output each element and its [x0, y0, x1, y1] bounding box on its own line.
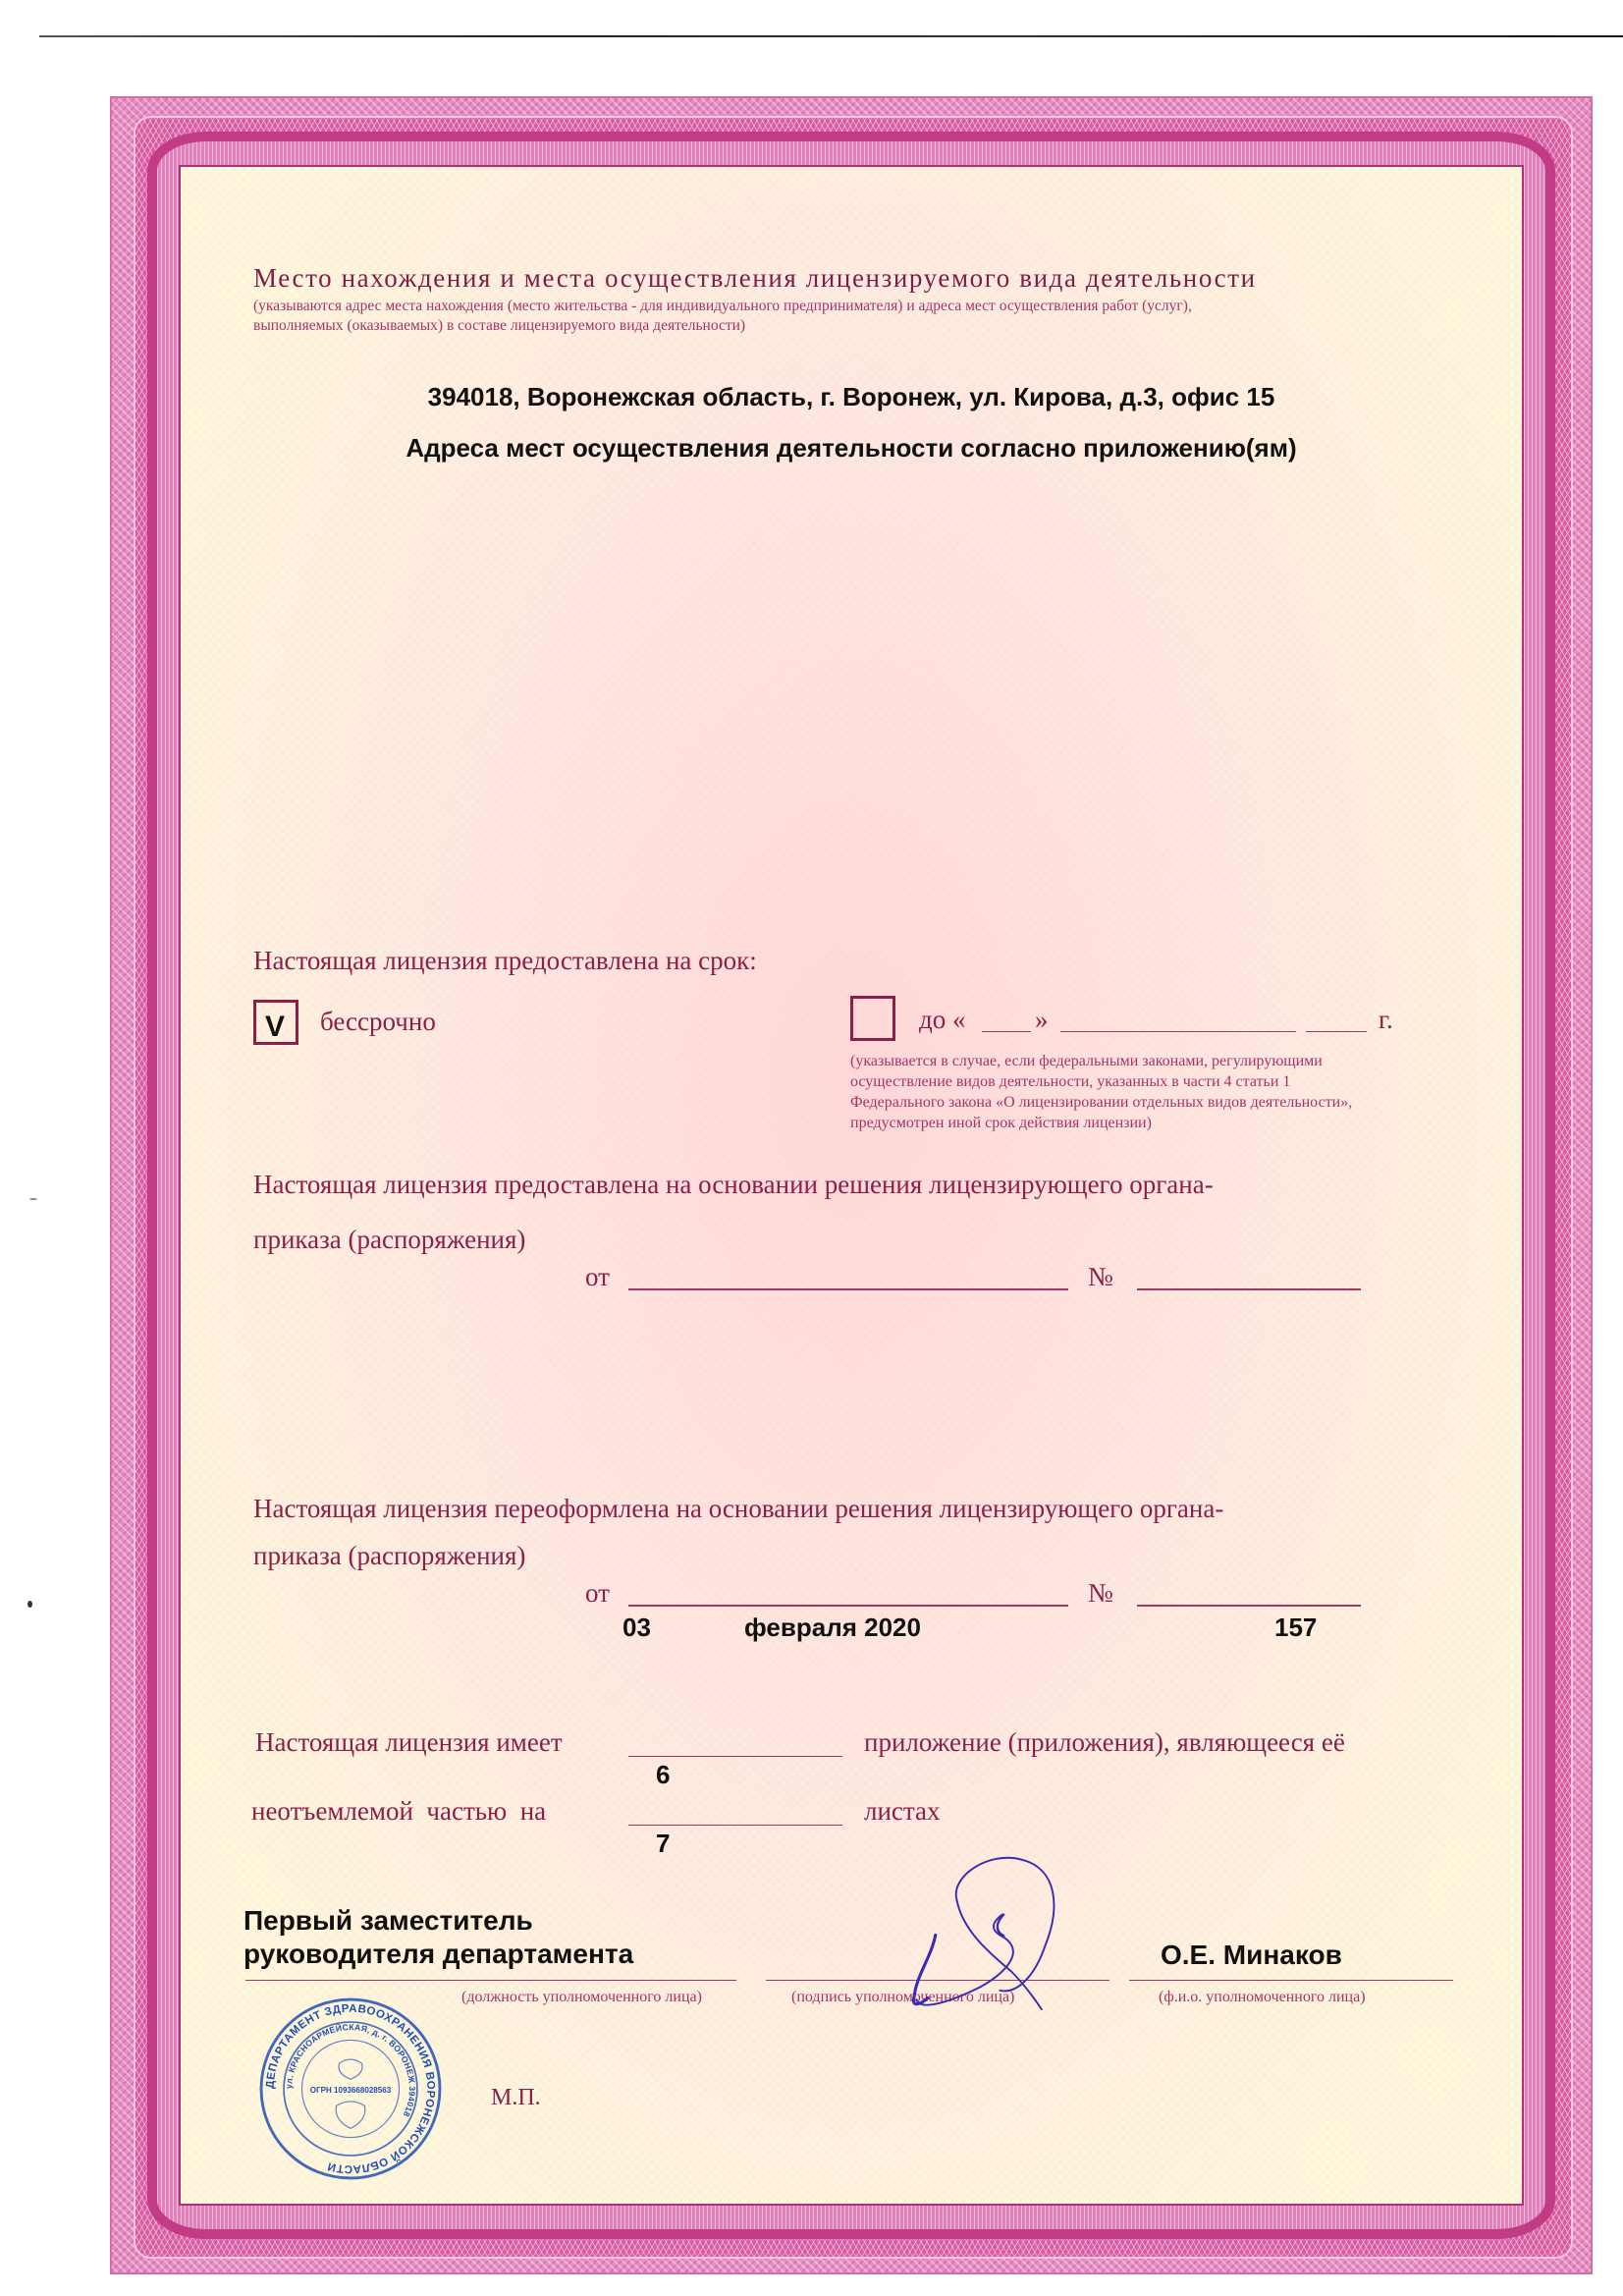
reissued-line2: приказа (распоряжения) [253, 1541, 526, 1570]
handwritten-signature [864, 1846, 1159, 2013]
scan-speck [29, 1198, 37, 1200]
signature-caption: (подпись уполномоченного лица) [791, 1989, 1015, 2005]
reissued-number-label: № [1088, 1578, 1113, 1608]
position-caption: (должность уполномоченного лица) [461, 1989, 702, 2005]
stamp-inner-text: ул. КРАСНОАРМЕЙСКАЯ, д. г. ВОРОНЕЖ 394018 [284, 2022, 417, 2119]
signature-strokes [913, 1858, 1054, 2009]
name-field[interactable] [1129, 1980, 1453, 1981]
position-value-line1: Первый заместитель [243, 1905, 533, 1936]
seal-label: М.П. [491, 2085, 541, 2110]
until-date-suffix: г. [1379, 1005, 1393, 1034]
reissued-date-field[interactable] [628, 1605, 1068, 1607]
position-value-line2: руководителя департамента [243, 1939, 634, 1969]
note-line: осуществление видов деятельности, указанных в части 4 статьи 1 [850, 1073, 1291, 1090]
until-month-field[interactable] [1060, 1031, 1296, 1032]
name-caption: (ф.и.о. уполномоченного лица) [1159, 1989, 1366, 2005]
sheets-count-value: 7 [656, 1829, 671, 1858]
scan-edge-line [39, 35, 1623, 37]
attachments-line1-suffix: приложение (приложения), являющееся её [864, 1727, 1345, 1757]
until-date-checkbox[interactable] [850, 996, 895, 1041]
stamp-outer-text: ДЕПАРТАМЕНТ ЗДРАВООХРАНЕНИЯ ВОРОНЕЖСКОЙ ОБЛАСТИ [264, 2002, 437, 2175]
until-year-field[interactable] [1306, 1031, 1367, 1032]
note-line: предусмотрен иной срок действия лицензии) [850, 1115, 1152, 1131]
sheets-count-field[interactable] [628, 1825, 842, 1826]
location-hint [253, 297, 1461, 336]
note-line: (указывается в случае, если федеральными законами, регулирующими [850, 1053, 1323, 1069]
reissued-number-field[interactable] [1137, 1605, 1361, 1607]
reissued-from-label: от [585, 1578, 610, 1608]
name-value: О.Е. Минаков [1161, 1940, 1342, 1970]
reissued-date-month-year: февраля 2020 [744, 1613, 921, 1642]
granted-date-field[interactable] [628, 1288, 1068, 1290]
scan-speck [27, 1601, 32, 1608]
stamp-ogrn-text: ОГРН 1093668028563 [309, 2086, 392, 2096]
note-line: Федерального закона «О лицензировании отдельных видов деятельности», [850, 1094, 1353, 1111]
reissued-line1: Настоящая лицензия переоформлена на основании решения лицензирующего органа- [253, 1494, 1224, 1523]
address-value: 394018, Воронежская область, г. Воронеж, ул. Кирова, д.3, офис 15 [427, 382, 1275, 411]
attachments-count-field[interactable] [628, 1756, 842, 1757]
until-date-prefix: до « [919, 1005, 966, 1034]
granted-line1: Настоящая лицензия предоставлена на основании решения лицензирующего органа- [253, 1170, 1214, 1199]
term-label: Настоящая лицензия предоставлена на срок: [253, 946, 757, 975]
granted-number-label: № [1088, 1262, 1113, 1291]
reissued-date-day: 03 [622, 1613, 651, 1642]
location-hint-line2: выполняемых (оказываемых) в составе лицензируемого вида деятельности) [253, 317, 746, 334]
position-field[interactable] [245, 1980, 736, 1981]
location-section-title: Место нахождения и места осуществления лицензируемого вида деятельности [253, 263, 1257, 293]
until-date-note [850, 1051, 1459, 1133]
attachments-count-value: 6 [656, 1760, 671, 1789]
activity-places-value: Адреса мест осуществления деятельности согласно приложению(ям) [406, 433, 1297, 463]
attachments-line2-prefix: неотъемлемой частью на [251, 1796, 547, 1826]
until-day-field[interactable] [982, 1031, 1031, 1032]
unlimited-term-checkbox[interactable] [253, 1000, 298, 1045]
granted-number-field[interactable] [1137, 1288, 1361, 1290]
unlimited-term-label: бессрочно [320, 1007, 436, 1036]
location-hint-line1: (указываются адрес места нахождения (место жительства - для индивидуального предпринимателя) и адреса мест осуществления работ (услуг), [253, 298, 1192, 314]
check-mark: V [265, 1011, 286, 1043]
granted-line2: приказа (распоряжения) [253, 1225, 526, 1254]
granted-from-label: от [585, 1262, 610, 1291]
attachments-line1-prefix: Настоящая лицензия имеет [255, 1727, 563, 1757]
reissued-number-value: 157 [1274, 1613, 1318, 1642]
official-stamp [257, 1995, 444, 2182]
until-date-middle: » [1035, 1005, 1049, 1034]
attachments-line2-suffix: листах [864, 1796, 941, 1826]
